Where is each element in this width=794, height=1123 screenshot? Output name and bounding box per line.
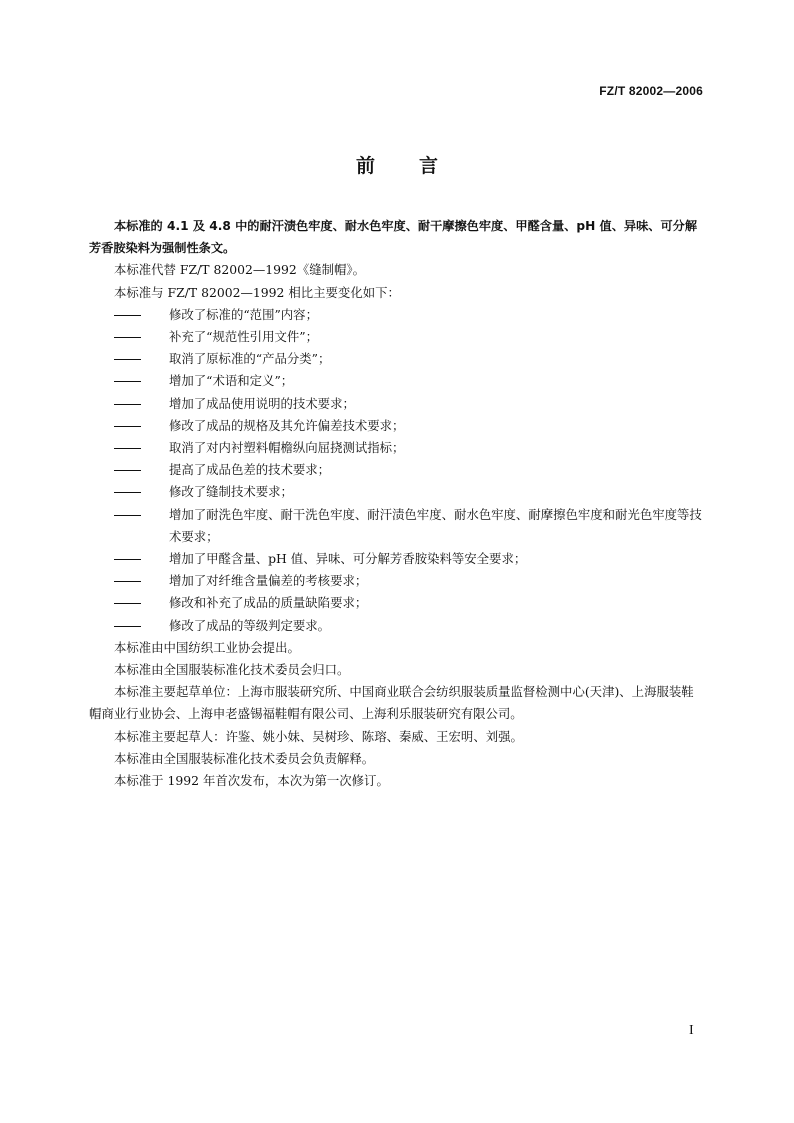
mandatory-clause-paragraph: 本标准的 4.1 及 4.8 中的耐汗渍色牢度、耐水色牢度、耐干摩擦色牢度、甲醛含量、pH 值、异味、可分解芳香胺染料为强制性条文。 bbox=[89, 219, 698, 256]
dash-marker bbox=[114, 304, 143, 326]
dash-marker bbox=[114, 393, 143, 415]
list-item bbox=[114, 570, 706, 592]
dash-marker bbox=[114, 592, 143, 614]
dash-marker bbox=[114, 615, 143, 637]
list-item-text: 补充了“规范性引用文件”； bbox=[169, 329, 318, 345]
list-item bbox=[114, 592, 706, 614]
list-item bbox=[114, 459, 706, 481]
dash-marker bbox=[114, 415, 143, 437]
dash-marker bbox=[114, 481, 143, 503]
page-number: I bbox=[689, 1023, 694, 1038]
dash-marker bbox=[114, 348, 143, 370]
list-item-text: 增加了成品使用说明的技术要求； bbox=[169, 395, 355, 411]
interpreted-by-paragraph: 本标准由全国服装标准化技术委员会负责解释。 bbox=[114, 750, 375, 766]
dash-marker bbox=[114, 570, 143, 592]
dash-marker bbox=[114, 370, 143, 392]
list-item-text: 修改和补充了成品的质量缺陷要求； bbox=[169, 595, 368, 611]
list-item-text: 增加了甲醛含量、pH 值、异味、可分解芳香胺染料等安全要求； bbox=[169, 551, 527, 567]
list-item-text: 提高了成品色差的技术要求； bbox=[169, 462, 331, 478]
list-item bbox=[114, 393, 706, 415]
list-item-text: 增加了对纤维含量偏差的考核要求； bbox=[169, 573, 368, 589]
changes-intro-paragraph: 本标准与 FZ/T 82002—1992 相比主要变化如下： bbox=[114, 284, 400, 300]
list-item-text: 取消了原标准的“产品分类”； bbox=[169, 351, 331, 367]
history-paragraph: 本标准于 1992 年首次发布，本次为第一次修订。 bbox=[114, 773, 389, 789]
title-char-2: 言 bbox=[419, 155, 439, 177]
list-item bbox=[114, 481, 706, 503]
list-item-text: 修改了成品的等级判定要求。 bbox=[169, 617, 331, 633]
list-item bbox=[114, 348, 706, 370]
proposed-by-paragraph: 本标准由中国纺织工业协会提出。 bbox=[114, 639, 300, 655]
dash-marker bbox=[114, 326, 143, 348]
managed-by-paragraph: 本标准由全国服装标准化技术委员会归口。 bbox=[114, 662, 350, 678]
list-item-text: 增加了“术语和定义”； bbox=[169, 373, 294, 389]
list-item bbox=[114, 504, 706, 548]
list-item-text: 修改了缝制技术要求； bbox=[169, 484, 293, 500]
list-item-text: 修改了标准的“范围”内容； bbox=[169, 306, 318, 322]
page-title bbox=[0, 151, 794, 178]
list-item bbox=[114, 304, 706, 326]
dash-marker bbox=[114, 459, 143, 481]
list-item-text: 增加了耐洗色牢度、耐干洗色牢度、耐汗渍色牢度、耐水色牢度、耐摩擦色牢度和耐光色牢度等技术要求； bbox=[169, 506, 702, 544]
list-item bbox=[114, 326, 706, 348]
drafting-units-paragraph: 本标准主要起草单位：上海市服装研究所、中国商业联合会纺织服装质量监督检测中心(天津)、上海服装鞋帽商业行业协会、上海申老盛锡福鞋帽有限公司、上海利乐服装研究有限公司。 bbox=[89, 684, 694, 722]
list-item bbox=[114, 615, 706, 637]
list-item bbox=[114, 437, 706, 459]
list-item bbox=[114, 548, 706, 570]
list-item bbox=[114, 370, 706, 392]
changes-list bbox=[89, 304, 706, 637]
dash-marker bbox=[114, 548, 143, 570]
list-item-text: 修改了成品的规格及其允许偏差技术要求； bbox=[169, 417, 405, 433]
replaces-paragraph: 本标准代替 FZ/T 82002—1992《缝制帽》。 bbox=[114, 262, 365, 278]
list-item-text: 取消了对内衬塑料帽檐纵向屈挠测试指标； bbox=[169, 440, 405, 456]
dash-marker bbox=[114, 504, 143, 526]
dash-marker bbox=[114, 437, 143, 459]
drafters-paragraph: 本标准主要起草人：许鉴、姚小妹、吴树珍、陈瑢、秦威、王宏明、刘强。 bbox=[114, 728, 523, 744]
list-item bbox=[114, 415, 706, 437]
standard-number: FZ/T 82002—2006 bbox=[599, 84, 703, 98]
title-char-1: 前 bbox=[355, 155, 375, 177]
foreword-body bbox=[89, 215, 706, 792]
